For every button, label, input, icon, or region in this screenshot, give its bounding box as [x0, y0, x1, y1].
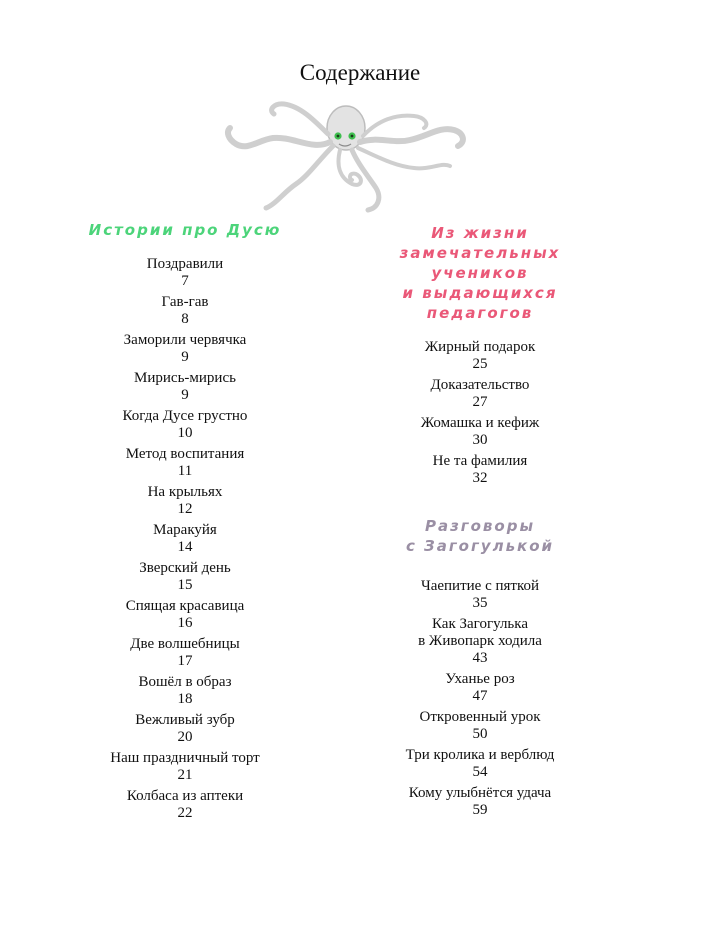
- toc-entry[interactable]: Как Загогулька в Живопарк ходила 43: [418, 616, 542, 666]
- toc-entry[interactable]: Вежливый зубр 20: [135, 712, 235, 745]
- toc-list-students: [355, 339, 605, 491]
- toc-entry[interactable]: Мирись-мирись 9: [134, 370, 236, 403]
- toc-entry[interactable]: Спящая красавица 16: [125, 598, 245, 631]
- toc-entry[interactable]: Зверский день 15: [139, 560, 231, 593]
- toc-entry[interactable]: Две волшебницы 17: [130, 636, 240, 669]
- toc-entry[interactable]: Гав-гав 8: [161, 294, 209, 327]
- toc-entry[interactable]: Колбаса из аптеки 22: [126, 788, 244, 821]
- toc-entry[interactable]: Поздравили 7: [146, 256, 224, 289]
- toc-entry[interactable]: Чаепитие с пяткой 35: [420, 578, 540, 611]
- toc-entry[interactable]: Кому улыбнётся удача 59: [408, 785, 552, 818]
- toc-entry[interactable]: На крыльях 12: [147, 484, 223, 517]
- toc-list-zagogulka: [355, 578, 605, 823]
- toc-entry[interactable]: Откровенный урок 50: [419, 709, 541, 742]
- section-heading-dusya: Истории про Дусю: [88, 221, 282, 239]
- toc-entry[interactable]: Когда Дусе грустно 10: [122, 408, 248, 441]
- page-title: Содержание: [299, 60, 421, 85]
- toc-entry[interactable]: Заморили червячка 9: [123, 332, 247, 365]
- toc-entry[interactable]: Вошёл в образ 18: [138, 674, 232, 707]
- section-heading-students: Из жизни замечательных учеников и выдающихся педагогов: [399, 224, 561, 322]
- toc-entry[interactable]: Уханье роз 47: [445, 671, 515, 704]
- octopus-icon: [218, 96, 476, 214]
- toc-list-dusya: [70, 256, 300, 826]
- toc-entry[interactable]: Жомашка и кефиж 30: [420, 415, 540, 448]
- toc-entry[interactable]: Доказательство 27: [430, 377, 530, 410]
- toc-entry[interactable]: Жирный подарок 25: [424, 339, 536, 372]
- toc-entry[interactable]: Маракуйя 14: [153, 522, 217, 555]
- toc-entry[interactable]: Метод воспитания 11: [125, 446, 245, 479]
- toc-entry[interactable]: Три кролика и верблюд 54: [405, 747, 555, 780]
- section-heading-zagogulka: Разговоры с Загогулькой: [405, 517, 555, 555]
- toc-entry[interactable]: Наш праздничный торт 21: [110, 750, 260, 783]
- toc-entry[interactable]: Не та фамилия 32: [432, 453, 528, 486]
